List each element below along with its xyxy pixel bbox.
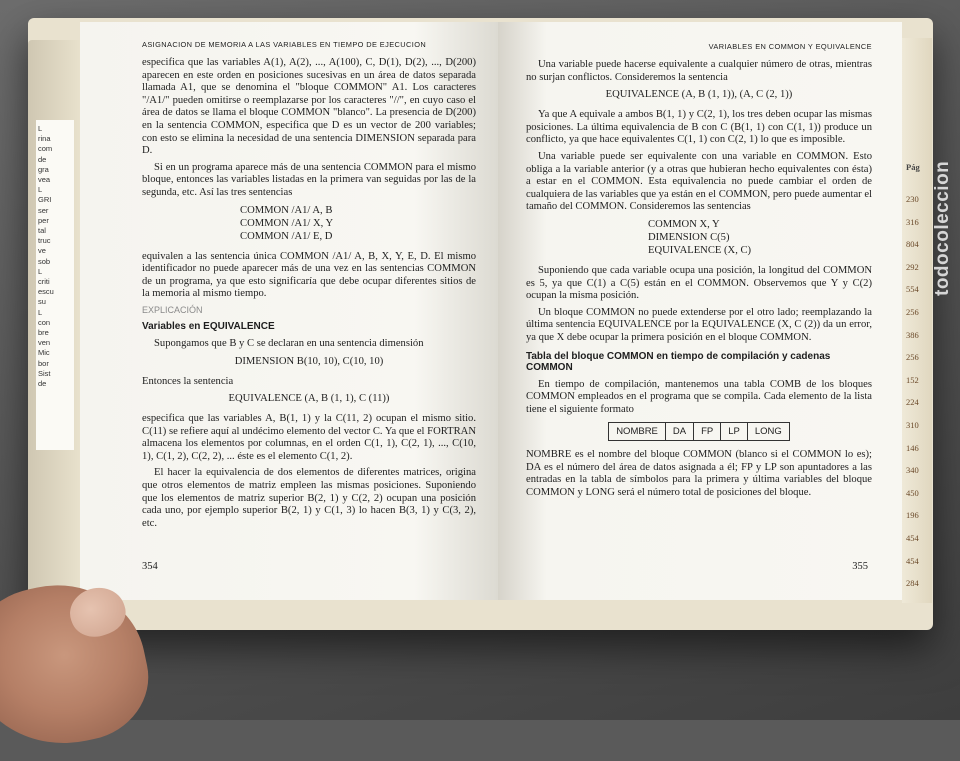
strip-fragment: su xyxy=(38,297,46,307)
strip-fragment: de xyxy=(38,379,47,389)
code-line: EQUIVALENCE (A, B (1, 1), C (11)) xyxy=(228,393,390,405)
strip-fragment: con xyxy=(38,317,51,327)
strip-fragment: L xyxy=(38,266,43,276)
paragraph: Ya que A equivale a ambos B(1, 1) y C(2, 1), los tres deben ocupar las mismas posiciones. La última equivalencia de B con C (B(1, 1) con C(1, 1)) produce un conflicto, ya que hace equivalentes C(1, 1) con C(2, 1) lo que es imposible. xyxy=(526,109,872,146)
code-line: COMMON /A1/ E, D xyxy=(240,230,333,242)
strip-fragment: de xyxy=(38,154,47,164)
paragraph: Entonces la sentencia xyxy=(142,375,234,387)
side-page-strip xyxy=(36,120,74,450)
paragraph: Suponiendo que cada variable ocupa una posición, la longitud del COMMON es 5, ya que C(1) a C(5) están en el COMMON. Observemos que Y y C(2) ocupan la misma posición. xyxy=(526,264,872,302)
strip-fragment: L xyxy=(38,124,43,133)
left-page xyxy=(80,22,498,600)
strip-fragment: escu xyxy=(38,287,54,297)
edge-page-number: 554 xyxy=(906,284,919,295)
code-line: EQUIVALENCE (A, B (1, 1)), (A, C (2, 1)) xyxy=(605,89,793,101)
running-head-right: VARIABLES EN COMMON Y EQUIVALENCE xyxy=(708,42,872,51)
strip-fragment: tal xyxy=(38,226,46,236)
code-line: EQUIVALENCE (X, C) xyxy=(648,244,752,256)
paragraph: NOMBRE es el nombre del bloque COMMON (blanco si el COMMON lo es); DA es el número del área de datos asignada a él; FP y LP son apuntadores a las entradas en la tabla de símbolos para la primera y última variables del bloque COMMON y LONG será el número total de posiciones del bloque. xyxy=(526,449,872,499)
strip-fragment: Mic xyxy=(38,348,50,358)
strip-fragment: sob xyxy=(38,256,51,266)
strip-fragment: rina xyxy=(38,134,51,144)
format-cell: LP xyxy=(721,423,748,441)
strip-fragment: truc xyxy=(38,236,51,246)
format-cell: FP xyxy=(694,423,721,441)
strip-fragment: bre xyxy=(38,328,49,338)
code-line: DIMENSION C(5) xyxy=(648,231,730,243)
edge-page-number: 454 xyxy=(906,533,919,543)
edge-page-number: 804 xyxy=(906,239,919,250)
strip-fragment: per xyxy=(38,215,49,225)
paragraph: Una variable puede ser equivalente con una variable en COMMON. Esto obliga a la variable anterior (y a otras que hubieran hecho equivalentes con ésta) a estar en el COMMON. Esta equivalencia no puede cambiar el orden de cualquiera de las variables que ya están en el COMMON, pero puede aumentar el tamaño del COMMON. Consideremos las sentencias xyxy=(526,150,872,213)
edge-page-number: 292 xyxy=(906,261,919,272)
strip-fragment: gra xyxy=(38,164,49,174)
edge-page-number: 340 xyxy=(906,465,919,476)
edge-page-number: 284 xyxy=(906,578,919,589)
strip-fragment: com xyxy=(38,144,53,154)
edge-page-number: 196 xyxy=(906,510,919,521)
paragraph: Supongamos que B y C se declaran en una sentencia dimensión xyxy=(154,337,424,349)
section-heading: Tabla del bloque COMMON en tiempo de compilación y cadenas COMMON xyxy=(526,350,831,373)
strip-fragment: GRI xyxy=(38,195,52,205)
edge-page-number: 310 xyxy=(906,420,919,430)
strip-fragment: Sist xyxy=(38,368,51,378)
code-line: DIMENSION B(10, 10), C(10, 10) xyxy=(234,355,384,367)
edge-page-number: 256 xyxy=(906,352,919,363)
strip-fragment: criti xyxy=(38,277,50,287)
code-line: COMMON X, Y xyxy=(648,218,720,230)
code-block xyxy=(526,218,872,257)
paragraph: Una variable puede hacerse equivalente a cualquier número de otras, mientras no surjan conflictos. Consideremos la sentencia xyxy=(526,59,872,83)
strip-fragment: vea xyxy=(38,175,51,185)
paragraph: Un bloque COMMON no puede extenderse por el otro lado; reemplazando la última sentencia EQUIVALENCE por la EQUIVALENCE (X, C (2)) da un error, ya que X debe ocupar la primera posición en el bloque COMMON. xyxy=(526,306,872,343)
strip-fragment: ve xyxy=(38,246,46,256)
code-block xyxy=(142,204,476,243)
edge-page-number: 230 xyxy=(906,194,919,204)
strip-fragment: bor xyxy=(38,358,49,368)
running-head-left: ASIGNACION DE MEMORIA A LAS VARIABLES EN TIEMPO DE EJECUCION xyxy=(142,40,427,49)
right-page xyxy=(498,22,902,600)
paragraph: Si en un programa aparece más de una sentencia COMMON para el mismo bloque, entonces las variables listadas en la primera van seguidas por las de la segunda, etc. Así las tres sentencias xyxy=(142,161,476,198)
format-cell: DA xyxy=(665,423,693,441)
strip-fragment: ser xyxy=(38,205,49,215)
paragraph: equivalen a las sentencia única COMMON /A1/ A, B, X, Y, E, D. El mismo identificador no puede aparecer más de una vez en las sentencias COMMON de un programa, ya que esto significaría que debe ocupar diferentes sitios de la memoria al mismo tiempo. xyxy=(142,250,476,300)
edge-header: Pág xyxy=(906,162,920,172)
right-page-edge xyxy=(902,38,932,603)
code-line: COMMON /A1/ A, B xyxy=(240,204,333,216)
section-heading: Variables en EQUIVALENCE xyxy=(142,320,275,332)
page-number-right: 355 xyxy=(852,561,868,572)
edge-page-number: 386 xyxy=(906,329,919,340)
edge-page-number: 454 xyxy=(906,555,919,566)
edge-page-number: 450 xyxy=(906,487,919,498)
paragraph: En tiempo de compilación, mantenemos una tabla COMB de los bloques COMMON empleados en el programa que se compila. Cada elemento de la lista tiene el siguiente formato xyxy=(526,378,872,415)
watermark-logo: todocoleccion xyxy=(932,160,953,296)
strip-fragment: L xyxy=(38,185,43,195)
strip-fragment: L xyxy=(38,307,43,317)
edge-page-number: 224 xyxy=(906,397,919,408)
paragraph: especifica que las variables A(1), A(2), ..., A(100), C, D(1), D(2), ..., D(200) aparecen en este orden en posiciones sucesivas en un área de datos separada llamada A1, que se denomina el "bloque COMMON" A1. Los caracteres "/A1/" pueden omitirse o reemplazarse por los caracteres "//", en cuyo caso el área de datos se llama el bloque COMMON "blanco". La presencia de D(200) en la sentencia COMMON, especifica que D es un vector de 200 variables; con esto se elimina la necesidad de una sentencia DIMENSION separada para D. xyxy=(142,57,476,157)
faded-text: EXPLICACIÓN xyxy=(142,304,203,315)
edge-page-number: 256 xyxy=(906,307,919,317)
format-table xyxy=(608,422,790,441)
paragraph: especifica que las variables A, B(1, 1) y la C(11, 2) ocupan el mismo sitio. C(11) se refiere aquí al undécimo elemento del vector C. Ya que el FORTRAN almacena los elementos por columnas, en el orden C(1, 1), C(2, 1), ..., C(10, 1), C(1, 2), C(2, 2), ... éste es el elemento C(1, 2). xyxy=(142,413,476,462)
strip-fragment: ven xyxy=(38,338,51,348)
paragraph: El hacer la equivalencia de dos elementos de diferentes matrices, origina que otros elementos de matriz empleen las mismas posiciones. Suponiendo que los elementos de matriz superior B(2, 1) y C(2, 2) ocupan una posición cada uno, por ejemplo superior B(2, 1) y C(1, 3) lo hacen B(3, 1) y C(3, 2), etc. xyxy=(142,467,476,529)
edge-page-number: 152 xyxy=(906,374,919,385)
edge-page-number: 316 xyxy=(906,216,919,227)
format-cell: LONG xyxy=(747,423,789,441)
code-line: COMMON /A1/ X, Y xyxy=(240,217,334,229)
page-number-left: 354 xyxy=(142,561,158,572)
format-cell: NOMBRE xyxy=(609,423,666,441)
edge-page-number: 146 xyxy=(906,442,919,453)
